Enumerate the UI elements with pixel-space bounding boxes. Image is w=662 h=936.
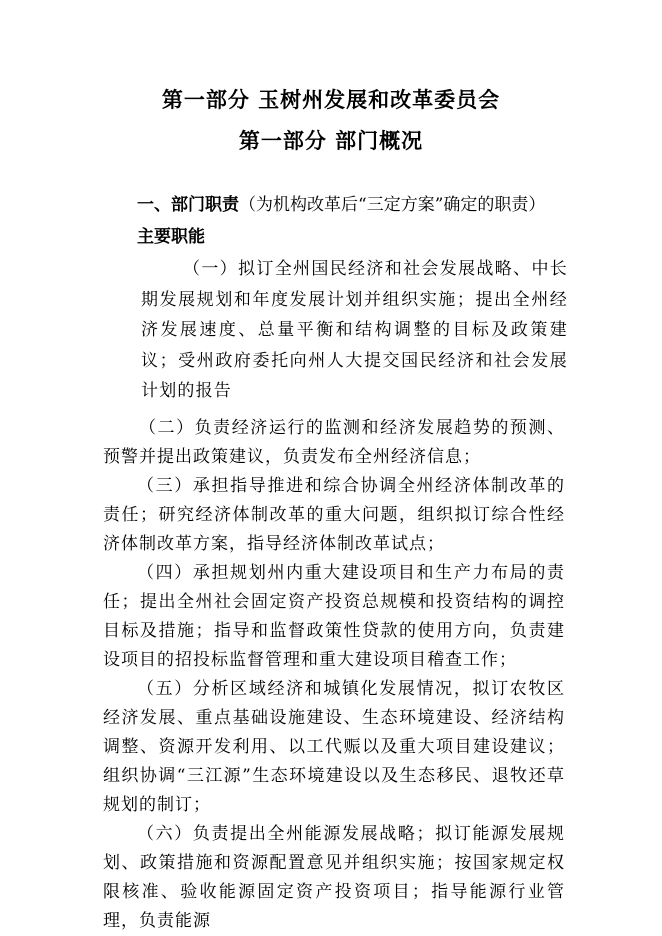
paragraph-5: （五）分析区域经济和城镇化发展情况，拟订农牧区经济发展、重点基础设施建设、生态环境建设、经济结构调整、资源开发利用、以工代赈以及重大项目建设建议；组织协调“三江源”生态环境建设以及生态移民、退牧还草规划的制订； — [103, 679, 565, 815]
body-text — [103, 414, 565, 936]
section-heading — [137, 190, 577, 215]
paragraph-3: （三）承担指导推进和综合协调全州经济体制改革的责任；研究经济体制改革的重大问题，组织拟订综合性经济体制改革方案，指导经济体制改革试点； — [103, 476, 565, 554]
section-heading-note: （为机构改革后“三定方案”确定的职责） — [239, 195, 546, 215]
paragraph-2: （二）负责经济运行的监测和经济发展趋势的预测、预警并提出政策建议，负责发布全州经济信息； — [103, 418, 565, 467]
paragraph-1: （一）拟订全州国民经济和社会发展战略、中长期发展规划和年度发展计划并组织实施；提出全州经济发展速度、总量平衡和结构调整的目标及政策建议；受州政府委托向州人大提交国民经济和社会发展计划的报告 — [141, 259, 568, 401]
paragraph-4: （四）承担规划州内重大建设项目和生产力布局的责任；提出全州社会固定资产投资总规模和投资结构的调控目标及措施；指导和监督政策性贷款的使用方向，负责建设项目的招投标监督管理和重大建设项目稽查工作； — [103, 563, 565, 670]
document-title: 第一部分 玉树州发展和改革委员会 — [161, 88, 501, 112]
paragraph-6: （六）负责提出全州能源发展战略；拟订能源发展规划、政策措施和资源配置意见并组织实施；按国家规定权限核准、验收能源固定资产投资项目；指导能源行业管理，负责能源 — [103, 824, 565, 931]
part-title: 第一部分 部门概况 — [238, 129, 424, 153]
section-heading-label: 一、部门职责 — [137, 195, 239, 215]
sub-heading: 主要职能 — [137, 227, 205, 247]
